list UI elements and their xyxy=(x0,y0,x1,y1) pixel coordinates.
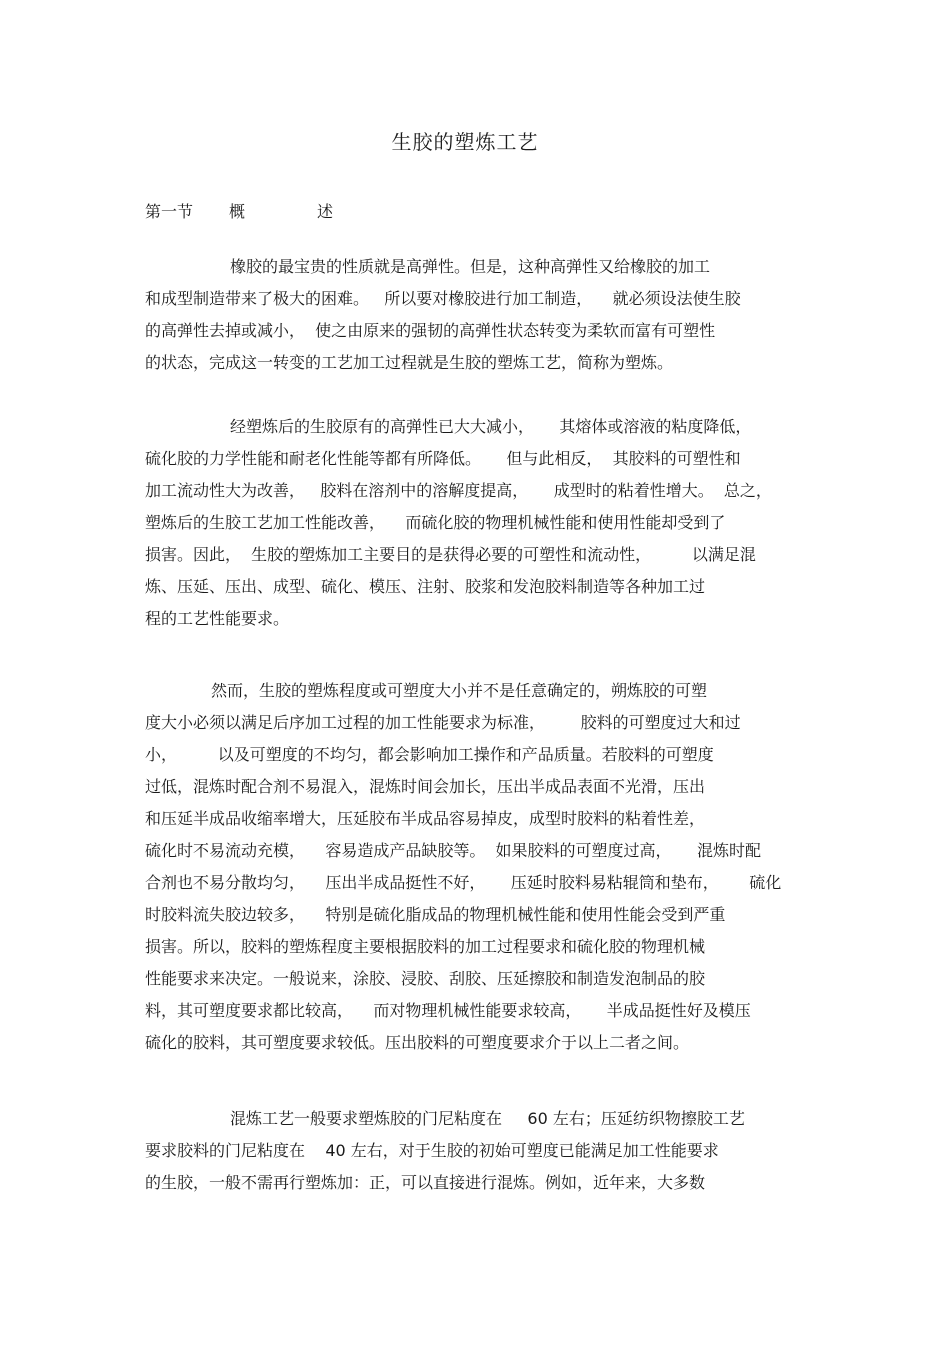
paragraph-line: 然而，生胶的塑炼程度或可塑度大小并不是任意确定的，朔炼胶的可塑 xyxy=(211,681,708,700)
paragraph-line: 加工流动性大为改善， 胶料在溶剂中的溶解度提高， 成型时的粘着性增大。 总之， xyxy=(145,481,772,500)
section-title-char-1: 概 xyxy=(229,202,246,221)
paragraph-line: 料，其可塑度要求都比较高， 而对物理机械性能要求较高， 半成品挺性好及模压 xyxy=(145,1001,751,1020)
paragraph-line: 橡胶的最宝贵的性质就是高弹性。但是，这种高弹性又给橡胶的加工 xyxy=(230,257,711,276)
paragraph-line: 硫化的胶料，其可塑度要求较低。压出胶料的可塑度要求介于以上二者之间。 xyxy=(145,1033,690,1052)
paragraph-line: 和压延半成品收缩率增大，压延胶布半成品容易掉皮，成型时胶料的粘着性差， xyxy=(145,809,706,828)
paragraph xyxy=(145,411,815,635)
paragraph-line: 硫化胶的力学性能和耐老化性能等都有所降低。 但与此相反， 其胶料的可塑性和 xyxy=(145,449,741,468)
paragraph-line: 度大小必须以满足后序加工过程的加工性能要求为标准， 胶料的可塑度过大和过 xyxy=(145,713,741,732)
paragraph-line: 的高弹性去掉或减小， 使之由原来的强韧的高弹性状态转变为柔软而富有可塑性 xyxy=(145,321,716,340)
section-title-char-2: 述 xyxy=(317,202,334,221)
paragraph-line: 混炼工艺一般要求塑炼胶的门尼粘度在 60 左右；压延纺织物擦胶工艺 xyxy=(230,1109,745,1128)
section-heading xyxy=(145,200,333,224)
paragraph-line: 要求胶料的门尼粘度在 40 左右，对于生胶的初始可塑度已能满足加工性能要求 xyxy=(145,1141,719,1160)
section-number: 第一节 xyxy=(145,202,194,221)
paragraph-line: 性能要求来决定。一般说来，涂胶、浸胶、刮胶、压延擦胶和制造发泡制品的胶 xyxy=(145,969,706,988)
paragraph-line: 硫化时不易流动充模， 容易造成产品缺胶等。 如果胶料的可塑度过高， 混炼时配 xyxy=(145,841,761,860)
paragraph xyxy=(145,1103,815,1199)
paragraph xyxy=(145,675,815,1059)
paragraph-line: 的状态，完成这一转变的工艺加工过程就是生胶的塑炼工艺，简称为塑炼。 xyxy=(145,353,674,372)
document-title: 生胶的塑炼工艺 xyxy=(391,130,539,154)
paragraph-line: 和成型制造带来了极大的困难。 所以要对橡胶进行加工制造， 就必须设法使生胶 xyxy=(145,289,741,308)
paragraph-line: 损害。因此， 生胶的塑炼加工主要目的是获得必要的可塑性和流动性， 以满足混 xyxy=(145,545,756,564)
paragraph-line: 经塑炼后的生胶原有的高弹性已大大减小， 其熔体或溶液的粘度降低， xyxy=(230,417,752,436)
paragraph-line: 小， 以及可塑度的不均匀，都会影响加工操作和产品质量。若胶料的可塑度 xyxy=(145,745,714,764)
paragraph-line: 损害。所以，胶料的塑炼程度主要根据胶料的加工过程要求和硫化胶的物理机械 xyxy=(145,937,706,956)
paragraph-line: 的生胶，一般不需再行塑炼加：正，可以直接进行混炼。例如，近年来，大多数 xyxy=(145,1173,706,1192)
paragraph xyxy=(145,251,815,379)
paragraph-line: 合剂也不易分散均匀， 压出半成品挺性不好， 压延时胶料易粘辊筒和垫布， 硫化 xyxy=(145,873,782,892)
paragraph-line: 过低，混炼时配合剂不易混入，混炼时间会加长，压出半成品表面不光滑，压出 xyxy=(145,777,706,796)
paragraph-line: 时胶料流失胶边较多， 特别是硫化脂成品的物理机械性能和使用性能会受到严重 xyxy=(145,905,726,924)
paragraph-line: 炼、压延、压出、成型、硫化、模压、注射、胶浆和发泡胶料制造等各种加工过 xyxy=(145,577,706,596)
paragraph-line: 塑炼后的生胶工艺加工性能改善， 而硫化胶的物理机械性能和使用性能却受到了 xyxy=(145,513,726,532)
paragraph-line: 程的工艺性能要求。 xyxy=(145,609,290,628)
